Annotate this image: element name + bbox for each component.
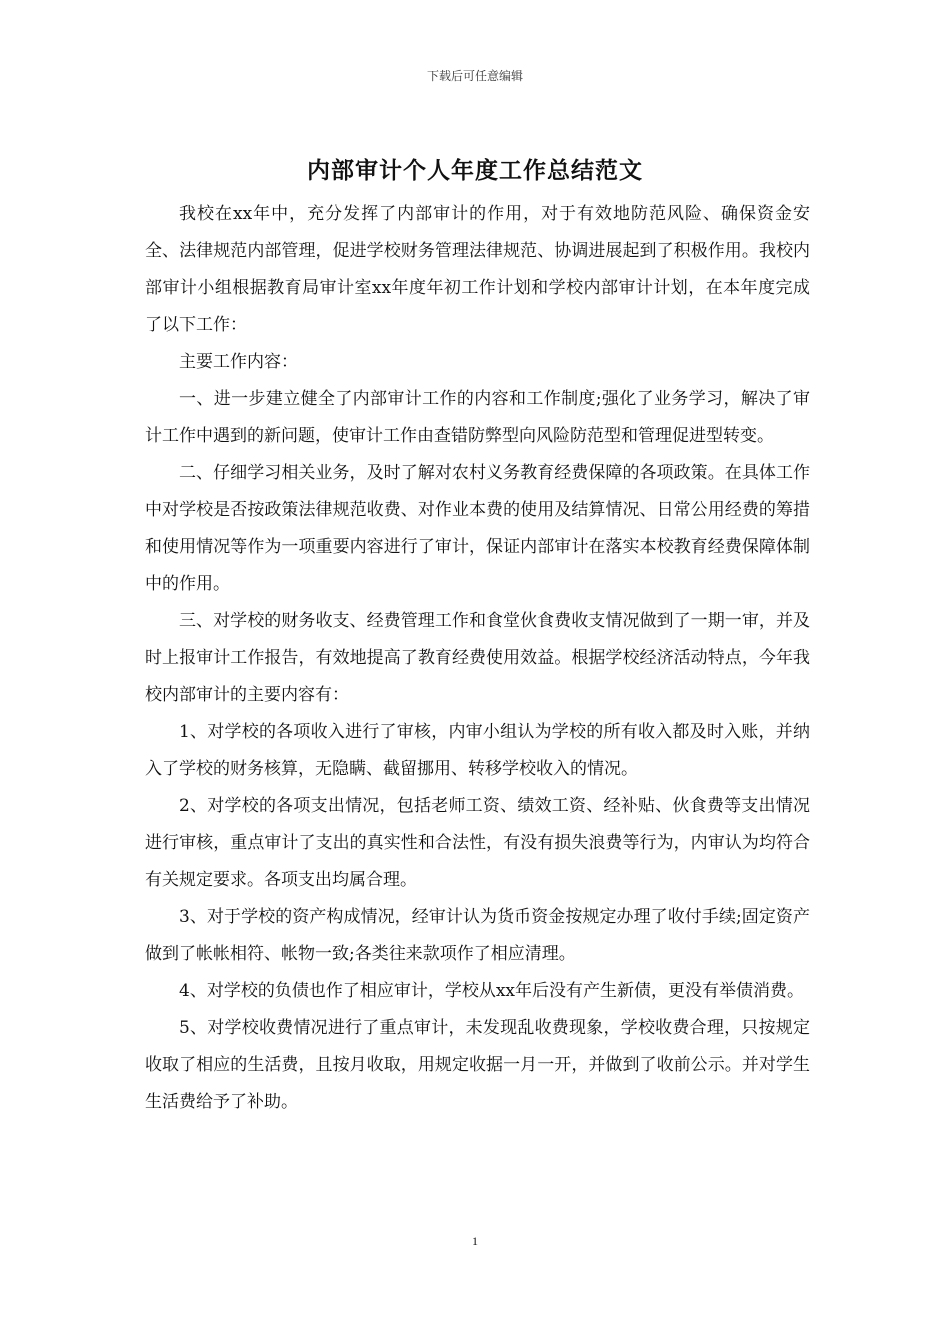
paragraph-section-3: 三、对学校的财务收支、经费管理工作和食堂伙食费收支情况做到了一期一审，并及时上报审计工作报告，有效地提高了教育经费使用效益。根据学校经济活动特点，今年我校内部审计的主要内容有： (145, 611, 810, 705)
page-header: 下载后可任意编辑 (426, 69, 523, 83)
paragraph-intro: 我校在xx年中，充分发挥了内部审计的作用，对于有效地防范风险、确保资金安全、法律规范内部管理，促进学校财务管理法律规范、协调进展起到了积极作用。我校内部审计小组根据教育局审计室xx年度年初工作计划和学校内部审计计划，在本年度完成了以下工作： (145, 204, 810, 335)
paragraph-item-3: 3、对于学校的资产构成情况，经审计认为货币资金按规定办理了收付手续;固定资产做到了帐帐相符、帐物一致;各类往来款项作了相应清理。 (145, 907, 810, 964)
document-body (145, 196, 810, 1121)
paragraph-main-content-heading: 主要工作内容： (179, 352, 298, 372)
paragraph-item-2: 2、对学校的各项支出情况，包括老师工资、绩效工资、经补贴、伙食费等支出情况进行审核，重点审计了支出的真实性和合法性，有没有损失浪费等行为，内审认为均符合有关规定要求。各项支出均属合理。 (145, 796, 810, 890)
paragraph-item-5: 5、对学校收费情况进行了重点审计，未发现乱收费现象，学校收费合理，只按规定收取了相应的生活费，且按月收取，用规定收据一月一开，并做到了收前公示。并对学生生活费给予了补助。 (145, 1018, 810, 1112)
paragraph-section-2: 二、仔细学习相关业务，及时了解对农村义务教育经费保障的各项政策。在具体工作中对学校是否按政策法律规范收费、对作业本费的使用及结算情况、日常公用经费的筹措和使用情况等作为一项重要内容进行了审计，保证内部审计在落实本校教育经费保障体制中的作用。 (145, 463, 810, 594)
paragraph-item-4: 4、对学校的负债也作了相应审计，学校从xx年后没有产生新债，更没有举债消费。 (179, 981, 804, 1001)
paragraph-section-1: 一、进一步建立健全了内部审计工作的内容和工作制度;强化了业务学习，解决了审计工作中遇到的新问题，使审计工作由查错防弊型向风险防范型和管理促进型转变。 (145, 389, 810, 446)
document-title: 内部审计个人年度工作总结范文 (307, 158, 643, 184)
paragraph-item-1: 1、对学校的各项收入进行了审核，内审小组认为学校的所有收入都及时入账，并纳入了学校的财务核算，无隐瞒、截留挪用、转移学校收入的情况。 (145, 722, 810, 779)
page-number: 1 (472, 1234, 478, 1248)
